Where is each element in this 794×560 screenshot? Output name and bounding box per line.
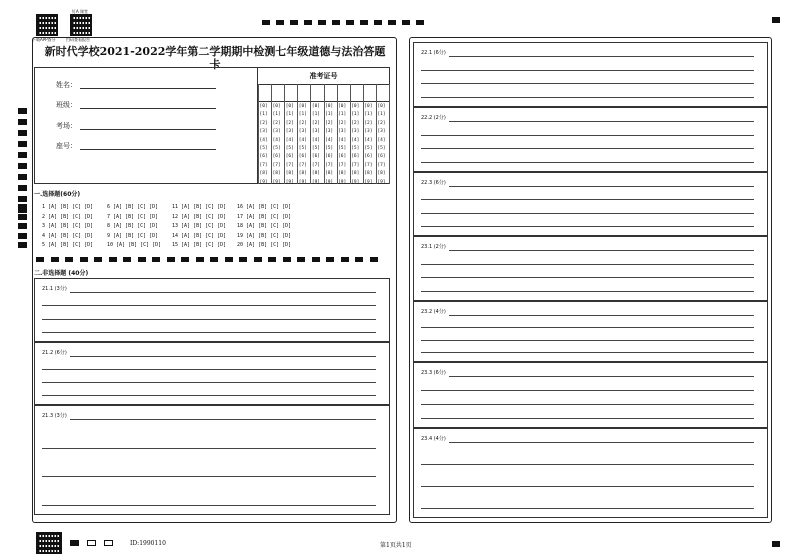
exam-digit-bubble[interactable]: [8] — [285, 171, 294, 177]
choice-question[interactable]: 8 [A] [B] [C] [D] — [107, 223, 159, 229]
exam-digit-bubble[interactable]: [2] — [364, 120, 373, 126]
separator-dash — [370, 257, 378, 262]
exam-digit-bubble[interactable]: [5] — [364, 146, 373, 151]
answer-line[interactable] — [449, 121, 754, 122]
answer-line[interactable] — [421, 418, 754, 419]
answer-line[interactable] — [421, 486, 754, 487]
exam-digit-bubble[interactable]: [6] — [364, 154, 373, 160]
exam-digit-bubble[interactable]: [6] — [311, 154, 321, 160]
separator-dash — [341, 257, 349, 262]
exam-digit-bubble[interactable]: [0] — [325, 104, 334, 109]
separator-dash — [283, 257, 291, 262]
exam-digit-bubble[interactable]: [7] — [351, 162, 360, 168]
exam-digit-bubble[interactable]: [7] — [259, 162, 268, 168]
exam-digit-bubble[interactable]: [3] — [285, 129, 294, 135]
timing-mark — [18, 174, 27, 180]
answer-line[interactable] — [70, 419, 376, 420]
qr-badge: 钉A 课堂 — [72, 9, 89, 14]
exam-digit-bubble[interactable]: [0] — [272, 104, 281, 109]
exam-digit-bubble[interactable]: [0] — [377, 104, 386, 109]
exam-digit-bubble[interactable]: [8] — [272, 171, 281, 177]
exam-digit-bubble[interactable]: [9] — [259, 179, 268, 185]
answer-line[interactable] — [421, 199, 754, 200]
sheet-id: ID:1990110 — [130, 540, 166, 547]
timing-dash — [290, 20, 298, 25]
qr-caption-download: 下载APP查分 — [32, 37, 56, 42]
choice-question[interactable]: 6 [A] [B] [C] [D] — [107, 204, 159, 210]
exam-digit-bubble[interactable]: [8] — [298, 171, 307, 177]
exam-digit-bubble[interactable]: [6] — [272, 154, 281, 160]
exam-digit-bubble[interactable]: [2] — [272, 120, 281, 126]
choice-question[interactable]: 14 [A] [B] [C] [D] — [172, 232, 227, 239]
exam-digit-bubble[interactable]: [1] — [298, 112, 307, 118]
exam-digit-bubble[interactable]: [5] — [338, 146, 347, 151]
exam-digit-bubble[interactable]: [0] — [259, 104, 268, 109]
exam-digit-bubble[interactable]: [8] — [351, 171, 360, 177]
exam-digit-bubble[interactable]: [1] — [285, 112, 294, 118]
choice-question[interactable]: 2 [A] [B] [C] [D] — [42, 213, 94, 220]
question-label: 22.2 (2分) — [421, 115, 446, 121]
exam-digit-bubble[interactable]: [4] — [285, 137, 294, 143]
choice-question[interactable]: 18 [A] [B] [C] [D] — [237, 223, 292, 229]
separator-dash — [109, 257, 117, 262]
exam-digit-bubble[interactable]: [4] — [364, 137, 373, 143]
separator-dash — [123, 257, 131, 262]
timing-dash — [402, 20, 410, 25]
timing-dash — [332, 20, 340, 25]
exam-digit-bubble[interactable]: [0] — [351, 104, 360, 109]
answer-line[interactable] — [421, 264, 754, 265]
choice-question[interactable]: 16 [A] [B] [C] [D] — [237, 204, 292, 210]
choice-question[interactable]: 1 [A] [B] [C] [D] — [42, 204, 94, 210]
question-label: 21.3 (3分) — [42, 413, 67, 419]
answer-line[interactable] — [421, 213, 754, 214]
answer-line[interactable] — [449, 315, 754, 316]
exam-digit-bubble[interactable]: [8] — [311, 171, 321, 177]
exam-digit-bubble[interactable]: [4] — [259, 137, 268, 143]
qr-code-download-app[interactable] — [36, 14, 58, 36]
question-label: 21.2 (6分) — [42, 350, 67, 356]
name-label: 姓名： — [56, 81, 77, 89]
separator-dash — [80, 257, 88, 262]
exam-digit-bubble[interactable]: [6] — [259, 154, 268, 160]
section1-title: 一.选择题(60分) — [34, 191, 81, 198]
answer-line[interactable] — [42, 476, 376, 477]
timing-dash — [374, 20, 382, 25]
answer-line[interactable] — [421, 404, 754, 405]
answer-line[interactable] — [42, 332, 376, 333]
exam-digit-bubble[interactable]: [2] — [298, 120, 307, 126]
exam-digit-bubble[interactable]: [1] — [311, 112, 321, 118]
answer-line[interactable] — [70, 356, 376, 357]
answer-line[interactable] — [421, 277, 754, 278]
exam-digit-bubble[interactable]: [4] — [351, 137, 360, 143]
exam-digit-bubble[interactable]: [6] — [285, 154, 294, 160]
answer-line[interactable] — [449, 250, 754, 251]
sheet-title-cont: 卡 — [209, 58, 221, 71]
exam-digit-bubble[interactable]: [9] — [298, 179, 307, 185]
exam-digit-bubble[interactable]: [3] — [338, 129, 347, 135]
class-input-line[interactable] — [80, 108, 216, 109]
choice-question[interactable]: 19 [A] [B] [C] [D] — [237, 232, 292, 239]
exam-digit-bubble[interactable]: [9] — [377, 179, 386, 185]
exam-digit-bubble[interactable]: [4] — [325, 137, 334, 143]
choice-question[interactable]: 7 [A] [B] [C] [D] — [107, 213, 159, 220]
answer-line[interactable] — [421, 340, 754, 341]
separator-dash — [36, 257, 44, 262]
timing-dash — [276, 20, 284, 25]
exam-digit-bubble[interactable]: [6] — [338, 154, 347, 160]
answer-line[interactable] — [449, 56, 754, 57]
exam-digit-bubble[interactable]: [4] — [298, 137, 307, 143]
exam-digit-bubble[interactable]: [5] — [311, 146, 321, 151]
exam-digit-bubble[interactable]: [8] — [364, 171, 373, 177]
sheet-title: 新时代学校2021-2022学年第二学期期中检测七年级道德与法治答题 — [44, 45, 386, 58]
exam-digit-bubble[interactable]: [1] — [325, 112, 334, 118]
timing-mark — [18, 108, 27, 114]
timing-mark — [18, 196, 27, 202]
separator-dash — [225, 257, 233, 262]
exam-digit-bubble[interactable]: [7] — [311, 162, 321, 168]
choice-question[interactable]: 4 [A] [B] [C] [D] — [42, 232, 94, 239]
answer-line[interactable] — [421, 327, 754, 328]
separator-dash — [355, 257, 363, 262]
class-label: 班级： — [56, 101, 77, 109]
timing-dash — [388, 20, 396, 25]
footer-mark-1 — [70, 540, 79, 546]
exam-digit-bubble[interactable]: [4] — [377, 137, 386, 143]
qr-code-footer[interactable] — [36, 532, 62, 554]
exam-digit-bubble[interactable]: [6] — [325, 154, 334, 160]
answer-line[interactable] — [42, 369, 376, 370]
choice-question[interactable]: 3 [A] [B] [C] [D] — [42, 223, 94, 229]
exam-digit-bubble[interactable]: [2] — [285, 120, 294, 126]
exam-digit-bubble[interactable]: [0] — [298, 104, 307, 109]
qr-caption-report: 扫码查看报告 — [66, 37, 90, 42]
answer-line[interactable] — [421, 390, 754, 391]
timing-mark — [18, 130, 27, 136]
answer-line[interactable] — [42, 448, 376, 449]
choice-question[interactable]: 11 [A] [B] [C] [D] — [172, 204, 227, 210]
exam-digit-bubble[interactable]: [9] — [351, 179, 360, 185]
question-label: 23.3 (6分) — [421, 370, 446, 376]
exam-digit-bubble[interactable]: [2] — [338, 120, 347, 126]
choice-question[interactable]: 20 [A] [B] [C] [D] — [237, 242, 292, 248]
choice-question[interactable]: 12 [A] [B] [C] [D] — [172, 213, 227, 220]
exam-digit-bubble[interactable]: [2] — [351, 120, 360, 126]
exam-digit-bubble[interactable]: [6] — [351, 154, 360, 160]
exam-digit-bubble[interactable]: [7] — [285, 162, 294, 168]
exam-digit-bubble[interactable]: [9] — [364, 179, 373, 185]
exam-digit-bubble[interactable]: [7] — [298, 162, 307, 168]
exam-digit-bubble[interactable]: [6] — [298, 154, 307, 160]
exam-room-label: 考场： — [56, 122, 77, 130]
timing-dash — [360, 20, 368, 25]
answer-line[interactable] — [421, 508, 754, 509]
answer-line[interactable] — [42, 395, 376, 396]
footer-box-2 — [87, 540, 96, 546]
exam-digit-bubble[interactable]: [8] — [325, 171, 334, 177]
exam-digit-bubble[interactable]: [9] — [311, 179, 321, 185]
choice-question[interactable]: 9 [A] [B] [C] [D] — [107, 232, 159, 239]
footer-box-3 — [104, 540, 113, 546]
exam-digit-bubble[interactable]: [9] — [272, 179, 281, 185]
separator-dash — [254, 257, 262, 262]
exam-digit-bubble[interactable]: [5] — [298, 146, 307, 151]
timing-dash — [416, 20, 424, 25]
separator-dash — [326, 257, 334, 262]
timing-mark — [18, 185, 27, 191]
answer-line[interactable] — [449, 376, 754, 377]
answer-line[interactable] — [449, 442, 754, 443]
timing-mark — [18, 242, 27, 248]
exam-digit-bubble[interactable]: [5] — [351, 146, 360, 151]
answer-line[interactable] — [42, 319, 376, 320]
separator-dash — [167, 257, 175, 262]
separator-dash — [210, 257, 218, 262]
exam-number-header: 准考证号 — [309, 71, 338, 80]
answer-line[interactable] — [421, 464, 754, 465]
exam-digit-bubble[interactable]: [3] — [377, 129, 386, 135]
exam-digit-bubble[interactable]: [4] — [311, 137, 321, 143]
exam-digit-bubble[interactable]: [2] — [311, 120, 321, 126]
answer-line[interactable] — [421, 135, 754, 136]
page-indicator: 第1页共1页 — [380, 542, 412, 549]
exam-digit-bubble[interactable]: [1] — [377, 112, 386, 118]
exam-digit-bubble[interactable]: [3] — [325, 129, 334, 135]
exam-digit-bubble[interactable]: [0] — [364, 104, 373, 109]
exam-digit-bubble[interactable]: [3] — [364, 129, 373, 135]
exam-digit-bubble[interactable]: [3] — [298, 129, 307, 135]
question-box — [34, 405, 390, 515]
timing-mark — [18, 223, 27, 229]
exam-digit-bubble[interactable]: [7] — [325, 162, 334, 168]
answer-line[interactable] — [421, 291, 754, 292]
answer-line[interactable] — [421, 70, 754, 71]
timing-mark — [18, 233, 27, 239]
timing-mark — [18, 152, 27, 158]
section2-title: 二.非选择题 (40分) — [34, 270, 89, 277]
exam-digit-bubble[interactable]: [1] — [351, 112, 360, 118]
exam-digit-bubble[interactable]: [6] — [377, 154, 386, 160]
timing-dash — [304, 20, 312, 25]
timing-mark — [18, 119, 27, 125]
question-label: 22.1 (6分) — [421, 50, 446, 56]
exam-digit-bubble[interactable]: [3] — [272, 129, 281, 135]
separator-dash — [268, 257, 276, 262]
exam-digit-bubble[interactable]: [8] — [338, 171, 347, 177]
choice-question[interactable]: 13 [A] [B] [C] [D] — [172, 223, 227, 229]
separator-dash — [196, 257, 204, 262]
exam-digit-bubble[interactable]: [7] — [364, 162, 373, 168]
timing-mark — [18, 141, 27, 147]
question-label: 23.2 (4分) — [421, 309, 446, 315]
exam-digit-bubble[interactable]: [4] — [272, 137, 281, 143]
answer-line[interactable] — [449, 186, 754, 187]
exam-digit-bubble[interactable]: [0] — [338, 104, 347, 109]
choice-question[interactable]: 10 [A] [B] [C] [D] — [107, 242, 162, 248]
exam-digit-bubble[interactable]: [5] — [285, 146, 294, 151]
answer-line[interactable] — [42, 505, 376, 506]
exam-digit-bubble[interactable]: [8] — [377, 171, 386, 177]
answer-line[interactable] — [70, 292, 376, 293]
exam-digit-bubble[interactable]: [5] — [259, 146, 268, 151]
exam-digit-bubble[interactable]: [1] — [364, 112, 373, 118]
exam-room-input-line[interactable] — [80, 129, 216, 130]
separator-dash — [94, 257, 102, 262]
timing-mark — [18, 214, 27, 220]
exam-digit-bubble[interactable]: [2] — [377, 120, 386, 126]
exam-digit-bubble[interactable]: [5] — [325, 146, 334, 151]
exam-digit-bubble[interactable]: [3] — [311, 129, 321, 135]
separator-dash — [181, 257, 189, 262]
answer-line[interactable] — [421, 83, 754, 84]
answer-line[interactable] — [421, 352, 754, 353]
separator-dash — [239, 257, 247, 262]
choice-question[interactable]: 15 [A] [B] [C] [D] — [172, 242, 227, 248]
answer-line[interactable] — [421, 226, 754, 227]
timing-mark — [18, 163, 27, 169]
question-label: 22.3 (6分) — [421, 180, 446, 186]
exam-digit-bubble[interactable]: [7] — [377, 162, 386, 168]
seat-label: 座号： — [56, 142, 77, 150]
corner-mark-bottom-right — [772, 541, 780, 547]
separator-dash — [312, 257, 320, 262]
question-label: 21.1 (3分) — [42, 286, 67, 292]
exam-digit-bubble[interactable]: [5] — [377, 146, 386, 151]
exam-digit-bubble[interactable]: [9] — [338, 179, 347, 185]
timing-dash — [262, 20, 270, 25]
choice-question[interactable]: 5 [A] [B] [C] [D] — [42, 242, 94, 248]
corner-mark-top-right — [772, 17, 780, 23]
answer-line[interactable] — [421, 97, 754, 98]
question-label: 23.1 (2分) — [421, 244, 446, 250]
choice-question[interactable]: 17 [A] [B] [C] [D] — [237, 213, 292, 220]
answer-line[interactable] — [42, 305, 376, 306]
separator-dash — [297, 257, 305, 262]
timing-dash — [318, 20, 326, 25]
exam-digit-bubble[interactable]: [0] — [311, 104, 321, 109]
exam-digit-bubble[interactable]: [0] — [285, 104, 294, 109]
exam-digit-bubble[interactable]: [3] — [351, 129, 360, 135]
exam-digit-bubble[interactable]: [7] — [272, 162, 281, 168]
exam-digit-bubble[interactable]: [5] — [272, 146, 281, 151]
exam-grid-line — [389, 84, 390, 184]
answer-line[interactable] — [42, 382, 376, 383]
exam-digit-bubble[interactable]: [8] — [259, 171, 268, 177]
exam-digit-bubble[interactable]: [2] — [325, 120, 334, 126]
exam-digit-bubble[interactable]: [1] — [272, 112, 281, 118]
exam-digit-bubble[interactable]: [1] — [259, 112, 268, 118]
answer-line[interactable] — [421, 162, 754, 163]
separator-dash — [152, 257, 160, 262]
timing-dash — [346, 20, 354, 25]
separator-dash — [51, 257, 59, 262]
exam-digit-bubble[interactable]: [1] — [338, 112, 347, 118]
separator-dash — [65, 257, 73, 262]
exam-digit-bubble[interactable]: [4] — [338, 137, 347, 143]
exam-digit-bubble[interactable]: [2] — [259, 120, 268, 126]
qr-code-report[interactable] — [70, 14, 92, 36]
answer-line[interactable] — [421, 148, 754, 149]
seat-input-line[interactable] — [80, 149, 216, 150]
exam-digit-bubble[interactable]: [7] — [338, 162, 347, 168]
exam-digit-bubble[interactable]: [9] — [325, 179, 334, 185]
exam-digit-bubble[interactable]: [9] — [285, 179, 294, 185]
exam-digit-bubble[interactable]: [3] — [259, 129, 268, 135]
separator-dash — [138, 257, 146, 262]
name-input-line[interactable] — [80, 88, 216, 89]
timing-mark — [18, 204, 27, 210]
question-label: 23.4 (4分) — [421, 436, 446, 442]
